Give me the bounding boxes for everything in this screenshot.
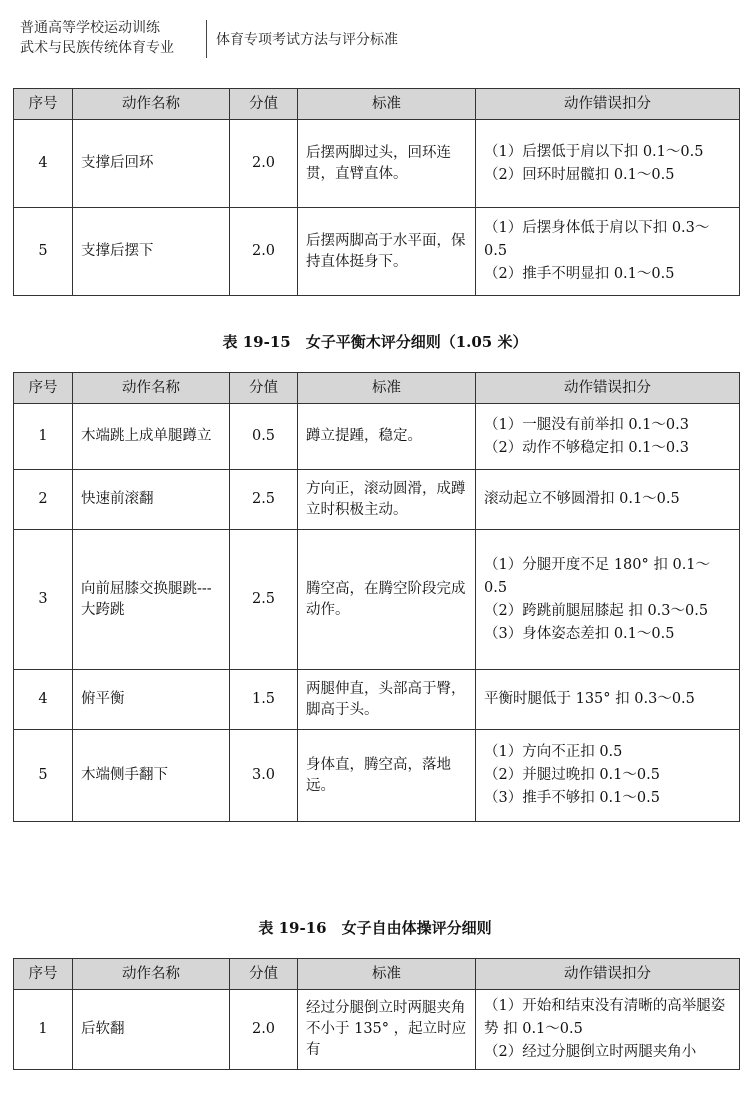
row-penalties	[476, 120, 740, 208]
table-header-row	[14, 89, 740, 120]
row-standard: 经过分腿倒立时两腿夹角不小于 135° ，起立时应有	[298, 990, 476, 1070]
penalty-item: （1）一腿没有前举扣 0.1〜0.3	[484, 416, 689, 433]
row-standard: 蹲立提踵，稳定。	[298, 404, 476, 470]
penalty-item: （2）并腿过晚扣 0.1〜0.5	[484, 767, 660, 783]
header-title: 体育专项考试方法与评分标准	[216, 32, 398, 48]
col-header-penalty: 动作错误扣分	[476, 373, 740, 404]
penalty-item: （1）方向不正扣 0.5	[484, 744, 623, 760]
row-no: 2	[14, 470, 73, 530]
penalty-item: （1）后摆身体低于肩以下扣 0.3〜0.5	[484, 220, 710, 259]
row-no: 5	[14, 208, 73, 296]
col-header-name: 动作名称	[73, 959, 230, 990]
row-score: 2.5	[230, 470, 298, 530]
header-left	[20, 18, 174, 58]
row-standard: 两腿伸直，头部高于臀，脚高于头。	[298, 670, 476, 730]
row-name: 向前屈膝交换腿跳---大跨跳	[73, 530, 230, 670]
penalty-item: （3）推手不够扣 0.1〜0.5	[484, 790, 660, 806]
col-header-score: 分值	[230, 373, 298, 404]
page-header	[20, 18, 730, 66]
table-header-row	[14, 373, 740, 404]
penalty-item: 平衡时腿低于 135° 扣 0.3〜0.5	[484, 691, 695, 707]
row-penalties	[476, 530, 740, 670]
row-standard: 身体直，腾空高，落地远。	[298, 730, 476, 822]
penalty-item: （2）动作不够稳定扣 0.1〜0.3	[484, 439, 689, 456]
penalty-item: （2）跨跳前腿屈膝起 扣 0.3〜0.5	[484, 602, 709, 619]
table-row	[14, 120, 740, 208]
row-no: 1	[14, 404, 73, 470]
col-header-penalty: 动作错误扣分	[476, 89, 740, 120]
row-no: 1	[14, 990, 73, 1070]
row-score: 0.5	[230, 404, 298, 470]
row-penalties	[476, 470, 740, 530]
row-penalties	[476, 208, 740, 296]
row-name: 木端侧手翻下	[73, 730, 230, 822]
table-header-row	[14, 959, 740, 990]
row-score: 2.0	[230, 120, 298, 208]
header-line2: 武术与民族传统体育专业	[20, 40, 174, 56]
col-header-name: 动作名称	[73, 89, 230, 120]
col-header-standard: 标准	[298, 373, 476, 404]
table-19-16-caption: 表 19-16 女子自由体操评分细则	[258, 919, 492, 937]
table-row	[14, 470, 740, 530]
penalty-item: 滚动起立不够圆滑扣 0.1〜0.5	[484, 491, 680, 507]
row-no: 4	[14, 120, 73, 208]
table-row	[14, 404, 740, 470]
table-row	[14, 530, 740, 670]
header-line1: 普通高等学校运动训练	[20, 20, 160, 36]
row-name: 木端跳上成单腿蹲立	[73, 404, 230, 470]
row-no: 3	[14, 530, 73, 670]
row-penalties	[476, 670, 740, 730]
row-score: 2.5	[230, 530, 298, 670]
row-no: 4	[14, 670, 73, 730]
col-header-standard: 标准	[298, 959, 476, 990]
penalty-item: （1）分腿开度不足 180° 扣 0.1〜0.5	[484, 556, 711, 596]
col-header-penalty: 动作错误扣分	[476, 959, 740, 990]
row-standard: 后摆两脚高于水平面，保持直体挺身下。	[298, 208, 476, 296]
penalty-item: （2）回环时屈髋扣 0.1〜0.5	[484, 166, 675, 183]
row-standard: 腾空高，在腾空阶段完成动作。	[298, 530, 476, 670]
col-header-score: 分值	[230, 89, 298, 120]
row-name: 支撑后回环	[73, 120, 230, 208]
row-standard: 方向正，滚动圆滑，成蹲立时积极主动。	[298, 470, 476, 530]
col-header-score: 分值	[230, 959, 298, 990]
row-score: 3.0	[230, 730, 298, 822]
penalty-item: （1）开始和结束没有清晰的高举腿姿势 扣 0.1〜0.5	[484, 998, 726, 1037]
row-penalties	[476, 990, 740, 1070]
row-score: 2.0	[230, 990, 298, 1070]
table-row	[14, 730, 740, 822]
row-penalties	[476, 404, 740, 470]
row-name: 后软翻	[73, 990, 230, 1070]
row-score: 2.0	[230, 208, 298, 296]
row-score: 1.5	[230, 670, 298, 730]
table-row	[14, 990, 740, 1070]
col-header-no: 序号	[14, 373, 73, 404]
table-19-16	[13, 958, 740, 1070]
table-row	[14, 670, 740, 730]
col-header-name: 动作名称	[73, 373, 230, 404]
table-19-15	[13, 372, 740, 822]
row-name: 支撑后摆下	[73, 208, 230, 296]
penalty-item: （3）身体姿态差扣 0.1〜0.5	[484, 625, 675, 642]
col-header-no: 序号	[14, 959, 73, 990]
row-no: 5	[14, 730, 73, 822]
table-19-14-continued	[13, 88, 740, 296]
table-row	[14, 208, 740, 296]
row-name: 快速前滚翻	[73, 470, 230, 530]
row-name: 俯平衡	[73, 670, 230, 730]
row-penalties	[476, 730, 740, 822]
header-divider	[206, 20, 207, 58]
table-19-15-caption: 表 19-15 女子平衡木评分细则（1.05 米）	[222, 333, 528, 351]
penalty-item: （1）后摆低于肩以下扣 0.1〜0.5	[484, 143, 704, 160]
col-header-no: 序号	[14, 89, 73, 120]
row-standard: 后摆两脚过头，回环连贯，直臂直体。	[298, 120, 476, 208]
penalty-item: （2）推手不明显扣 0.1〜0.5	[484, 266, 675, 282]
penalty-item: （2）经过分腿倒立时两腿夹角小	[484, 1044, 697, 1060]
col-header-standard: 标准	[298, 89, 476, 120]
